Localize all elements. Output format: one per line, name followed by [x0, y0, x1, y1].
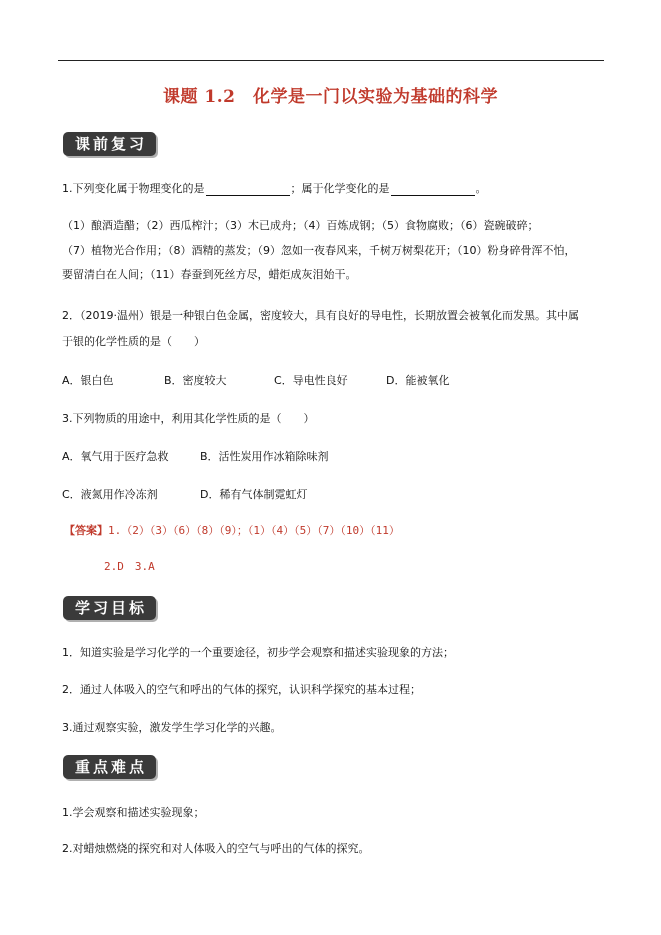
- section-badge-review: 课前复习: [63, 132, 156, 156]
- answer-text-1: 1.（2）（3）（6）（8）（9）；（1）（4）（5）（7）（10）（11）: [108, 524, 400, 537]
- q3-options-row1: [62, 448, 329, 464]
- q2-option-d: D．能被氧化: [386, 374, 450, 387]
- q3-option-a: A．氧气用于医疗急救: [62, 450, 169, 463]
- section-badge-goals: 学习目标: [63, 596, 156, 620]
- q3-option-d: D．稀有气体制霓虹灯: [200, 488, 308, 501]
- q1-items-line3: 要留清白在人间；（11）春蚕到死丝方尽，蜡炬成灰泪始干。: [62, 268, 357, 281]
- top-rule: [58, 60, 604, 61]
- section-badge-key: 重点难点: [63, 755, 156, 779]
- answer-line1: [64, 522, 400, 538]
- q1-items-line1: （1）酿酒造醋；（2）西瓜榨汁；（3）木已成舟；（4）百炼成钢；（5）食物腐败；（6）瓷碗破碎；: [62, 219, 539, 232]
- q1-stem-a: 1.下列变化属于物理变化的是: [62, 182, 205, 195]
- q3-stem: 3.下列物质的用途中，利用其化学性质的是（ ）: [62, 412, 315, 425]
- q1-stem-c: 。: [475, 182, 487, 195]
- q3-option-c: C．液氮用作冷冻剂: [62, 488, 158, 501]
- answer-line2: 2.D 3.A: [104, 560, 155, 573]
- goal-item-2: 2．通过人体吸入的空气和呼出的气体的探究，认识科学探究的基本过程；: [62, 683, 421, 696]
- answer-label: 【答案】: [64, 524, 108, 537]
- q2-option-c: C．导电性良好: [274, 374, 348, 387]
- q1-blank-chemical: [391, 184, 475, 196]
- q2-option-a: A．银白色: [62, 374, 114, 387]
- q3-options-row2: [62, 486, 307, 502]
- page-title: 课题 1.2 化学是一门以实验为基础的科学: [163, 87, 498, 107]
- q2-stem-line1: 2．（2019·温州）银是一种银白色金属，密度较大，具有良好的导电性，长期放置会被氧化而发黑。其中属: [62, 309, 579, 322]
- q2-options: [62, 372, 449, 388]
- q2-stem-line2: 于银的化学性质的是（ ）: [62, 335, 205, 348]
- key-item-2: 2.对蜡烛燃烧的探究和对人体吸入的空气与呼出的气体的探究。: [62, 842, 370, 855]
- q3-option-b: B．活性炭用作冰箱除味剂: [200, 450, 329, 463]
- q2-option-b: B．密度较大: [164, 374, 227, 387]
- q1-blank-physical: [206, 184, 290, 196]
- goal-item-3: 3.通过观察实验，激发学生学习化学的兴趣。: [62, 721, 282, 734]
- goal-item-1: 1．知道实验是学习化学的一个重要途径，初步学会观察和描述实验现象的方法；: [62, 646, 454, 659]
- q1-stem-b: ；属于化学变化的是: [290, 182, 390, 195]
- key-item-1: 1.学会观察和描述实验现象；: [62, 806, 205, 819]
- q1-stem: [62, 180, 487, 196]
- q1-items-line2: （7）植物光合作用；（8）酒精的蒸发；（9）忽如一夜春风来，千树万树梨花开；（10）粉身碎骨浑不怕，: [62, 244, 576, 257]
